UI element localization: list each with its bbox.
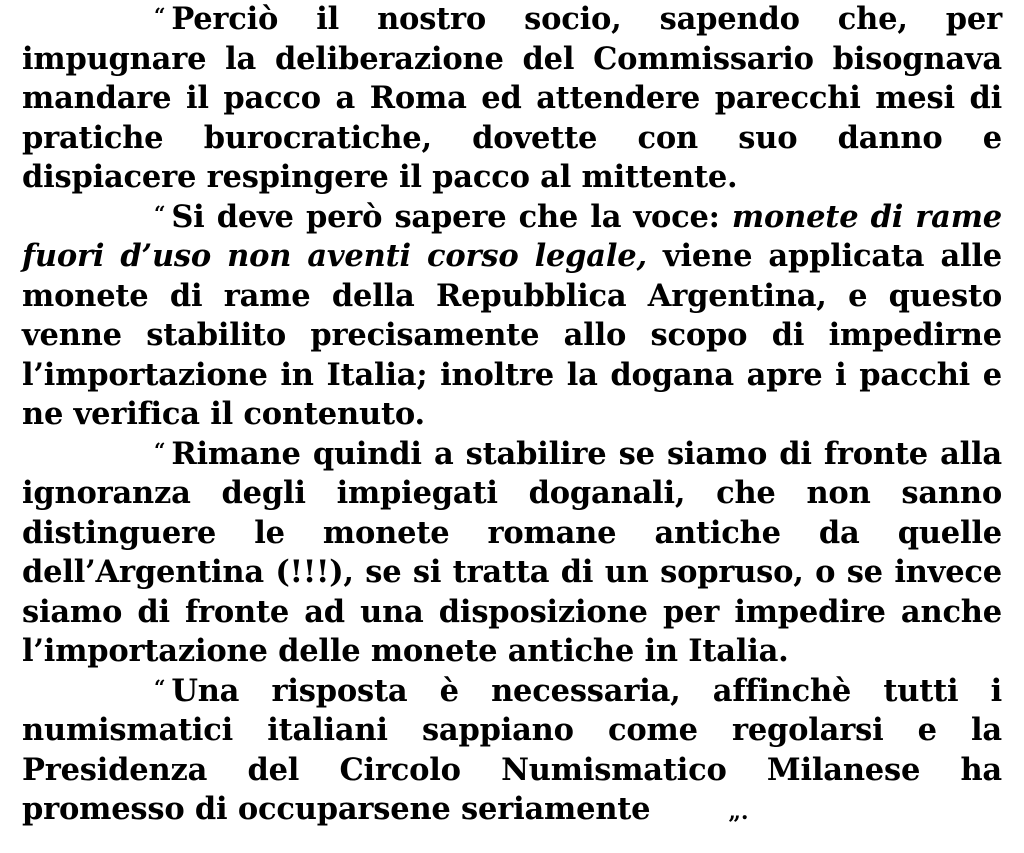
document-page xyxy=(22,0,1002,833)
open-quote-mark: “ xyxy=(154,200,166,225)
paragraph-2 xyxy=(22,198,1002,435)
open-quote-mark: “ xyxy=(154,674,166,699)
paragraph-text-continued: viene applicata alle monete di rame della Repubblica Argentina, e questo venne stabilito precisamente allo scopo di impedirne l’importazione in Italia; inoltre la dogana apre i pacchi e ne verifica il contenuto. xyxy=(22,238,1002,432)
open-quote-mark: “ xyxy=(154,437,166,462)
italic-quoted-term: monete di rame fuori d’uso non aventi corso legale, xyxy=(22,198,1002,274)
open-quote-mark: “ xyxy=(154,3,166,27)
paragraph-1 xyxy=(22,0,1002,198)
paragraph-text: Rimane quindi a stabilire se siamo di fronte alla ignoranza degli impiegati doganali, che non sanno distinguere le monete romane antiche da quelle dell’Argentina (!!!), se si tratta di un sopruso, o se invece siamo di fronte ad una disposizione per impedire anche l’importazione delle monete antiche in Italia. xyxy=(22,435,1002,669)
paragraph-3 xyxy=(22,435,1002,672)
paragraph-4 xyxy=(22,672,1002,833)
paragraph-text: Si deve però sapere che la voce: xyxy=(171,198,732,235)
paragraph-text: Perciò il nostro socio, sapendo che, per impugnare la deliberazione del Commissario bisognava mandare il pacco a Roma ed attendere parecchi mesi di pratiche burocratiche, dovette con suo danno e dispiacere respingere il pacco al mittente. xyxy=(22,1,1002,195)
paragraph-text: Una risposta è necessaria, affinchè tutti i numismatici italiani sappiano come regolarsi e la Presidenza del Circolo Numismatico Milanese ha promesso di occuparsene seriamente xyxy=(22,672,1002,827)
close-quote-mark: „. xyxy=(728,799,749,825)
